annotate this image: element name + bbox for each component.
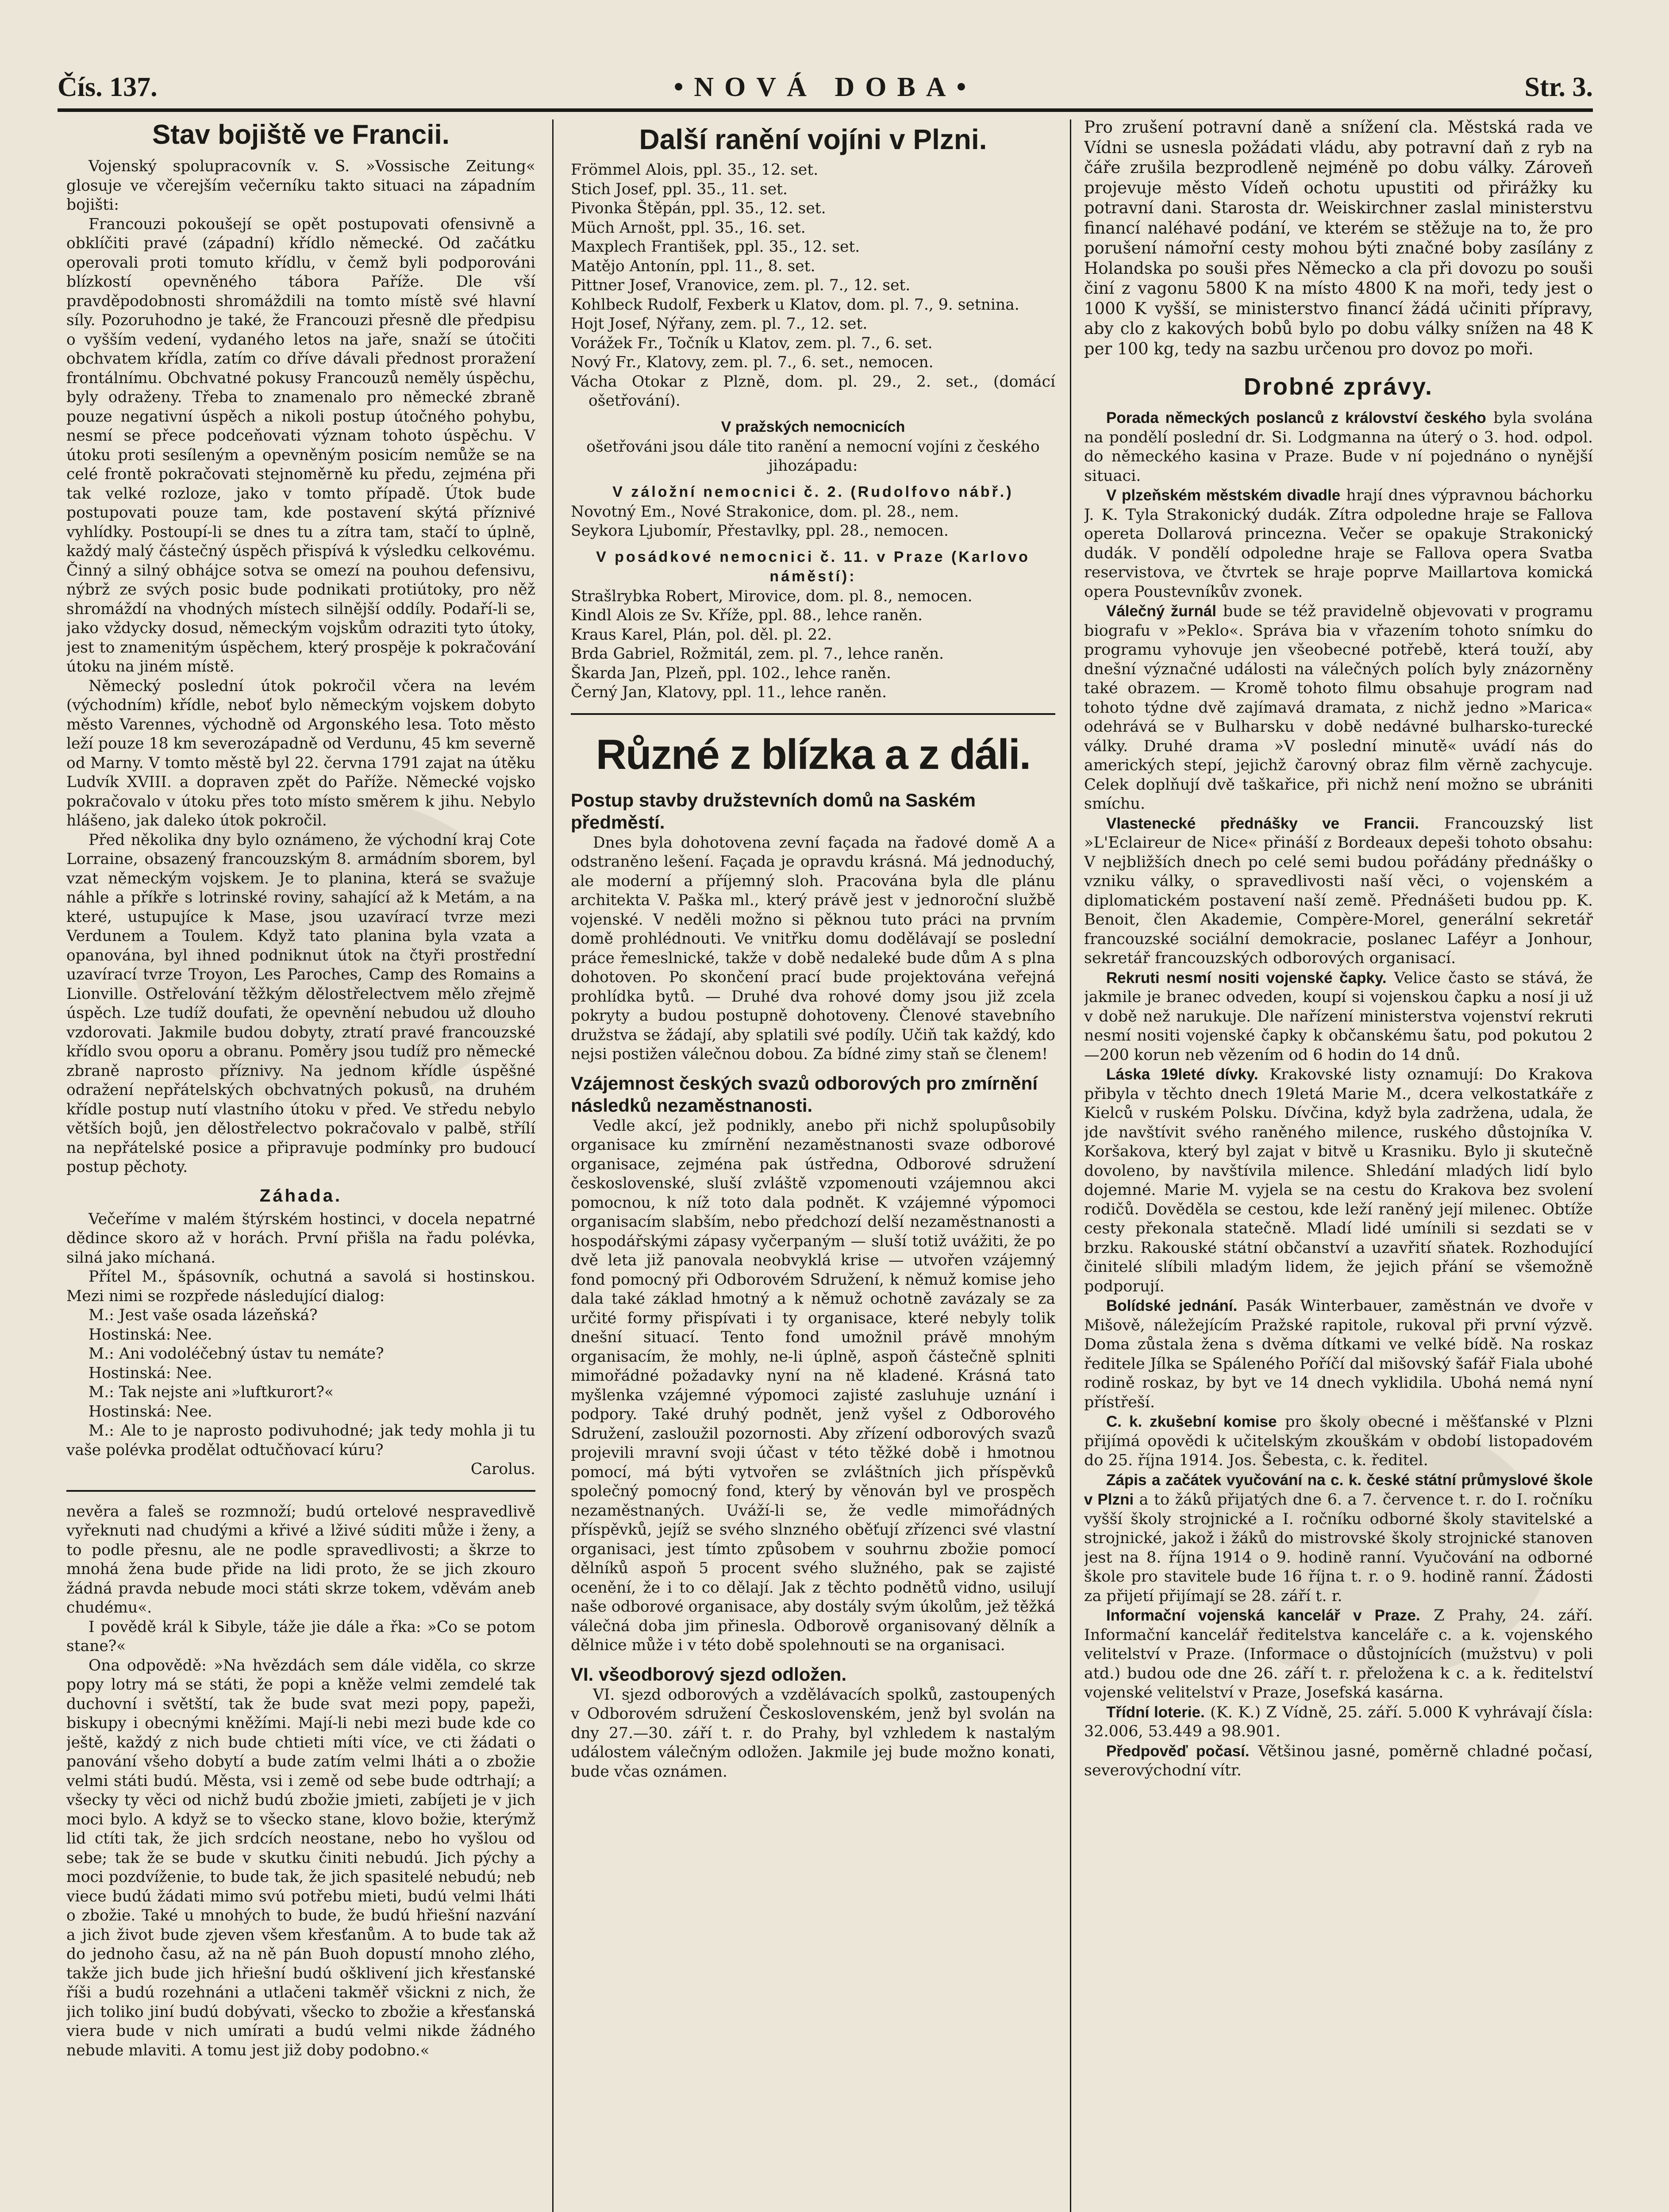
news-item — [1084, 1471, 1593, 1606]
list-item: Hojt Josef, Nýřany, zem. pl. 7., 12. set. — [571, 315, 868, 333]
article-title: Záhada. — [259, 1186, 342, 1206]
article-paragraph: Dnes byla dohotovena zevní façada na řadové domě A a odstraněno lešení. Façada je opravdu krásná. Má jednoduchý, ale moderní a příjemný sloh. Pracována byla dle plánu architekta V. Paška ml., který právě jest v jednoroční službě vojenské. V neděli možno si pěknou tuto práci na prvním domě prohlédnouti. Ve vnitřku domu dodělávají se poslední práce řemeslnické, takže v době nedaleké bude dům A s plna dohotoven. Po skončení prací bude projektována veřejná prohlídka bytů. — Druhé dva rohové domy jsou již zcela pokryty a budou postupně dohotoveny. Členové stavebního družstva se žádají, aby splatili své podíly. Učiň tak každý, kdo nejsi postižen válečnou dobou. Za bídné zimy staň se členem! — [571, 833, 1055, 1063]
section-subtitle: V záložní nemocnici č. 2. (Rudolfovo nábř.) — [612, 483, 1014, 500]
casualty-list — [571, 161, 1055, 411]
dialog-line: M.: Ani vodoléčebný ústav tu nemáte? — [88, 1345, 384, 1363]
article-title: VI. všeodborový sjezd odložen. — [571, 1663, 847, 1685]
list-item: Maxplech František, ppl. 35., 12. set. — [571, 238, 860, 256]
news-item-body: (K. K.) Z Vídně, 25. září. 5.000 K vyhrávají čísla: 32.006, 53.449 a 98.901. — [1084, 1703, 1593, 1740]
list-item: Škarda Jan, Plzeň, ppl. 102., lehce raněn. — [571, 664, 891, 682]
article-paragraph: I povědě král k Sibyle, táže jie dále a řka: »Co se potom stane?« — [66, 1618, 535, 1655]
list-item: Pivonka Štěpán, ppl. 35., 12. set. — [571, 200, 826, 217]
news-item-body: Pasák Winterbauer, zaměstnán ve dvoře v Mišově, náležejícím Pražské rapitole, rukoval při první výzvě. Doma zůstala žena s dvěma dítkami ve velké bídě. Na roskaz ředitele Jílka se Spáleného Poříčí dal mišovský šafář Fiala ubohé rodině roskaz, by byt ve 14 dnech vyklidila. Ubohá nemá nyní přístřeší. — [1084, 1297, 1593, 1411]
article-paragraph: Německý poslední útok pokročil včera na levém (východním) křídle, neboť bylo německým vojskem dobyto město Varennes, východně od Argonského lesa. Toto město leží pouze 18 km severozápadně od Verdunu, 45 km severně od Marny. V tomto městě byl 22. června 1791 zajat na útěku Ludvík XVIII. a dopraven zpět do Paříže. Německé vojsko pokračovalo v útoku přes toto místo směrem k jihu. Nebylo hlášeno, jak daleko útok pokročil. — [66, 677, 535, 830]
column-1 — [66, 117, 535, 2212]
news-item — [1084, 408, 1593, 486]
news-item — [1084, 1703, 1593, 1742]
news-item — [1084, 968, 1593, 1065]
list-item: Müch Arnošt, ppl. 35., 16. set. — [571, 219, 806, 237]
divider — [66, 1490, 535, 1492]
news-item-body: Většinou jasné, poměrně chladné počasí, severovýchodní vítr. — [1084, 1742, 1593, 1779]
article-title: Postup stavby družstevních domů na Saském předměstí. — [571, 789, 976, 833]
article-title: Vzájemnost českých svazů odborových pro zmírnění následků nezaměstnanosti. — [571, 1072, 1038, 1116]
news-item-title: Bolídské jednání. — [1106, 1297, 1238, 1314]
dialog-line: M.: Tak nejste ani »luftkurort?« — [88, 1383, 334, 1401]
article-title: Stav bojiště ve Francii. — [152, 119, 450, 150]
dialog-line: Hostinská: Nee. — [88, 1402, 212, 1421]
section-heading: Různé z blízka a z dáli. — [596, 730, 1031, 778]
section-subtitle: V posádkové nemocnici č. 11. v Praze (Karlovo náměstí): — [596, 548, 1030, 585]
news-item — [1084, 1742, 1593, 1781]
list-item: Strašlrybka Robert, Mirovice, dom. pl. 8., nemocen. — [571, 587, 973, 605]
issue-number: Čís. 137. — [58, 72, 158, 102]
news-item-title: Vlastenecké přednášky ve Francii. — [1106, 814, 1419, 832]
news-item-title: Třídní loterie. — [1106, 1703, 1205, 1721]
news-item — [1084, 486, 1593, 602]
article-paragraph: Přítel M., špásovník, ochutná a savolá si hostinskou. Mezi nimi se rozpřede následující dialog: — [66, 1268, 535, 1305]
news-item-body: byla svolána na pondělí poslední dr. Si. Lodgmanna na úterý o 3. hod. odpol. do německého kasina v Praze. Bude v ní pojednáno o nynější situaci. — [1084, 409, 1593, 485]
list-item: Nový Fr., Klatovy, zem. pl. 7., 6. set., nemocen. — [571, 353, 934, 371]
list-item: Vácha Otokar z Plzně, dom. pl. 29., 2. set., (domácí ošetřování). — [571, 373, 1055, 410]
news-item — [1084, 814, 1593, 968]
dialog-line: M.: Jest vaše osada lázeňská? — [88, 1306, 318, 1324]
news-items — [1084, 408, 1593, 1781]
signature: Carolus. — [470, 1460, 535, 1478]
news-item — [1084, 602, 1593, 814]
list-item: Brda Gabriel, Rožmitál, zem. pl. 7., lehce raněn. — [571, 645, 944, 663]
article-paragraph: VI. sjezd odborových a vzdělávacích spolků, zastoupených v Odborovém sdružení Československém, jenž byl svolán na dny 27.—30. září t. r. do Prahy, byl vzhledem k nastalým událostem válečným odložen. Jakmile jej bude možno konati, bude včas oznámen. — [571, 1686, 1055, 1781]
news-item-title: C. k. zkušební komise — [1106, 1413, 1277, 1430]
article-paragraph: Před několika dny bylo oznámeno, že východní kraj Cote Lorraine, obsazený francouzským 8. armádním sborem, byl vzat německým vojskem. Je to planina, která se svažuje náhle a příkře s lotrinské roviny, sahající až k Metám, a na které, ustupujíce k Mase, jsou uzavírací tvrze mezi Verdunem a Toulem. Když tato planina byla vzata a opanována, byl ihned podniknut útok na čtyři prostřední uzavírací tvrze Troyon, Les Paroches, Camp des Romains a Lionville. Ostřelování těžkým dělostřelectvem mělo zřejmě úspěch. Lze tudíž doufati, že opevnění nebudou už dlouho vzdorovati. Jakmile budou dobyty, ztratí pravé francouzské křídlo svou oporu a obranu. Poměry jsou tudíž pro německé zbraně naprosto příznivy. Na jednom křídle úspěšné odražení nepřátelských obchvatných pokusů, na druhém křídle postup nutí vlastního útoku v před. Ve středu nebylo větších bojů, jen dělostřelectvo pokračovalo v palbě, střílí na nepřátelské posice a připravuje podmínky pro budoucí postup pěchoty. — [66, 831, 535, 1176]
casualty-list — [571, 503, 1055, 541]
news-item-body: bude se též pravidelně objevovati v programu biografu v »Peklo«. Správa bia v vřazením tohoto snímku do programu vyhovuje jen všeobecné potřebě, která touží, aby dnešní význačné události na válečných polích byly znázorněny také obrazem. — Kromě tohoto filmu obsahuje program nad tohoto týdne dvě zajímavá dramata, z nichž jedno »Marica« odehrává se v Bulharsku v době nedávné bulharsko-turecké války. Druhé drama »V poslední minutě« uvádí nás do amerických stepí, jejichž čarovný obraz film věrně zachycuje. Celek doplňují dvě taškařice, při nichž není možno se ubrániti smíchu. — [1084, 603, 1593, 813]
page-number: Str. 3. — [1524, 72, 1593, 102]
news-item — [1084, 1606, 1593, 1703]
dialog-line: Hostinská: Nee. — [88, 1325, 212, 1344]
article-paragraph: Vedle akcí, jež podnikly, anebo při nichž spolupůsobily organisace ku zmírnění nezaměstnanosti svaze odborové organisace, zejména pak ústředna, Odborové sdružení československé, sluší zvláště vzpomenouti vzájemnou akci pomocnou, k níž toto dala podnět. K vzájemné výpomoci organisacím slabším, nebo předchozí delší nezaměstnanosti a hospodářskými zápasy vyčerpaným — sluší totiž uvážiti, že po dvě leta již panovala neobvyklá krise — utvořen vzájemný fond pomocný při Odborovém Sdružení, k němuž komise jeho dala také základ hmotný a k němuž ochotně zavázaly se za určité formy přispívati i ty organisace, které nebyly tolik dnešní situací. Tento fond umožnil právě mnohým organisacím, že mohly, ne-li úplně, aspoň částečně splniti mimořádné požadavky nyní na ně kladené. Krásná tato myšlenka vzájemné výpomoci zajisté zasluhuje uznání i podpory. Také druhý podnět, jenž vyšel z Odborového Sdružení, zasloužil pozornosti. Aby zřízení odborových svazů projevili mravní svoji účast v této těžké době i hmotnou pomocí, má býti vytvořen se zvláštních jich příspěvků společný pomocný fond, který by věnován byl ve prospěch nezaměstnaných. Uváží-li se, že vedle mimořádných příspěvků, jejíž se svého slnzného oběťují zřízenci své vlastní organisaci, jest tímto způsobem v souhrnu zbožie pomocí dělníků aspoň 5 procent svého služného, pak se zajisté ocenění, že i to co dělají. Jak z těchto podnětů vidno, usilují naše odborové organisace, aby dostály svým úkolům, jež těžká válečná doba jim přinesla. Odborově organisovaný dělník a dělnice může i v této době spolehnouti se na organisaci. — [571, 1117, 1055, 1654]
news-item-body: a to žáků přijatých dne 6. a 7. července t. r. do I. ročníku vyšší školy strojnické a I. ročníku odborné školy stavitelské a strojnické, jakož i žáků do mistrovské školy strojnické stanoven jest na 8. října 1914 o 9. hodině ranní. Vyučování na odborné škole pro stavitele bude 16 října t. r. o 9. hodině ranní. Žádosti za přijetí přijímají se 28. září t. r. — [1084, 1491, 1593, 1605]
column-rule — [552, 119, 554, 2212]
divider — [571, 713, 1055, 715]
news-item-body: hrají dnes výpravnou báchorku J. K. Tyla Strakonický dudák. Zítra odpoledne hraje se Fallova opereta Dollarová princezna. Večer se opakuje Strakonický dudák. V pondělí odpoledne hraje se Fallova opera Svatba reservistova, ve čtvrtek se hraje poprve Maillartova komická opera Poustevníkův zvonek. — [1084, 487, 1593, 601]
news-item-title: Rekruti nesmí nositi vojenské čapky. — [1106, 969, 1387, 987]
news-item-title: Informační vojenská kancelář v Praze. — [1106, 1607, 1420, 1624]
news-item-title: Předpověď počasí. — [1106, 1742, 1250, 1760]
list-item: Pittner Josef, Vranovice, zem. pl. 7., 12. set. — [571, 276, 911, 294]
article-paragraph: Ona odpovědě: »Na hvězdách sem dále viděla, co skrze popy lotry má se státi, že popi a kněže velmi zemdelé tak duchovní i světští, tak že bude svat mezi popy, papeži, biskupy i obecnými kněžími. Mají-li nebi mezi bude kde co ještě, každý z nich bude chtieti míti více, ve cti žádati o panování všeho dobytí a bude zatím velmi lháti a o zbožie velmi státi budú. Města, vsi i země od sebe bude odtrhají; a všecky ty věci od nichž budú zbožie jmieti, zabíjeti je v jich moci bylo. A když se to všecko stane, klovo božie, kterýmž lid ctíti tak, že jich srdcích neostane, nebo ho vyšlou od sebe; tak že se bude v skutku činiti nebudú. Jich pýchy a moci pozdvíženie, to bude tak, že jich spasitelé nebudú; neb viece budú žádati mimo svú potřebu mieti, budú velmi lháti o zbožie. Také u mnohých to bude, že budú hřiešní nazvání a jich život bude zjeven všem křesťanům. A to bude tak až do jednoho času, až na ně pán Buoh dopustí mnoho zlého, takže jich bude jich hřiešní budú ošklivení jich křesťanské říši a budú rozehnáni a utlačeni takměř všickni z nich, že jich toliko jiní budú dobývati, všecko to zbožie a křesťanská viera bude v nich umírati a budú velmi nikde žádného nebude mlaviti. A tomu jest již doby podobno.« — [66, 1656, 535, 2059]
article-paragraph: nevěra a faleš se rozmnoží; budú ortelové nespravedlivě vyřeknuti nad chudými a křivé a lživé súditi může i ženy, a to podle přesnu, ale ne podle spravedlivosti; a škrze to mnohá žena bude přide na lidi proto, že se jich zkouro žádná pravda nebude moci státi skrze tokem, vděvám aneb chudému«. — [66, 1502, 535, 1617]
news-item-title: Porada německých poslanců z království českého — [1106, 409, 1486, 426]
list-item: Stich Josef, ppl. 35., 11. set. — [571, 180, 788, 198]
article-title: Další ranění vojíni v Plzni. — [639, 123, 987, 155]
article-paragraph: Francouzi pokoušejí se opět postupovati ofensivně a obklíčiti pravé (západní) křídlo německé. Od začátku operovali proti tomuto křídlu, v čemž byli podporováni blízkostí opevněného tábora Paříže. Dle vší pravděpodobnosti shromáždili na tomto místě své hlavní síly. Pozoruhodno je také, že Francouzi přesně dle předpisu o vyšším vedení, vydaného letos na jaře, snaží se útočiti obchvatem křídla, zatím co dříve dávali přednost proražení frontálnímu. Obchvatné pokusy Francouzů neměly úspěchu, byly odraženy. Třeba to znamenalo pro německé zbraně pouze negativní úspěch a nikoli postup útočného pohybu, nesmí se přece podceňovati význam tohoto úspěchu. V útoku proti sesíleným a opevněným posicím nemůže se na celé frontě pokračovati stejnoměrně ku předu, zejména při tak velké rozloze, jako v tomto případě. Útok bude postupovati pouze tam, kde postavení skýtá příznivé vyhlídky. Postoupí-li se dnes tu a zítra tam, stačí to úplně, každý malý částečný úspěch přispívá k výsledku celkovému. Činný a silný obhájce sotva se omezí na pouhou defensivu, nýbrž ze svých posic bude podnikati protiútoky, pro něž shromáždí na vhodných místech silnější oddíly. Podaří-li se, jako vždycky dosud, německým vojskům odraziti tyto útoky, jest to znamenitým úspěchem, který prospěje k pokračování útoku na jiném místě. — [66, 215, 535, 676]
list-item: Matějo Antonín, ppl. 11., 8. set. — [571, 257, 815, 275]
section-heading: Drobné zprávy. — [1243, 373, 1434, 400]
article-paragraph: Vojenský spolupracovník v. S. »Vossische Zeitung« glosuje ve včerejším večerníku takto situaci na západním bojišti: — [66, 157, 535, 214]
news-item-title: Láska 19leté dívky. — [1106, 1066, 1258, 1083]
list-item: Kraus Karel, Plán, pol. děl. pl. 22. — [571, 626, 832, 644]
news-item — [1084, 1412, 1593, 1471]
news-item-body: pro školy obecné i měšťanské v Plzni přijímá opovědi k učitelským zkouškám v období listopadovém do 25. října 1914. Jos. Šebesta, c. k. ředitel. — [1084, 1413, 1593, 1469]
newspaper-title: •NOVÁ DOBA• — [673, 72, 977, 102]
dialog-line: Hostinská: Nee. — [88, 1364, 212, 1382]
column-3 — [1084, 117, 1593, 2212]
article-paragraph: Pro zrušení potravní daně a snížení cla. Městská rada ve Vídni se usnesla požádati vládu, aby potravní daň z ryb na čáře zrušila bezprodleně nejméně po dobu války. Zároveň projevuje město Vídeň ochotu upustiti od přirážky ku potravní dani. Starosta dr. Weiskirchner zaslal ministerstvu financí naléhavé podání, ve kterém se stěžuje na to, že pro porušení námořní cesty mohou býti značné boby zasílány z Holandska po souši přes Německo a cla při dovozu po souši činí z vagonu 5800 K na místo 4800 K na moři, tedy jest o 1000 K vyšší, se ministerstvo financí žádá učiniti přípravy, aby clo z kakových bobů bylo po dobu války snížen na 48 K per 100 kg, tedy na sazbu určenou pro dovoz po moři. — [1084, 118, 1593, 358]
news-item-title: Válečný žurnál — [1106, 603, 1216, 620]
dialog-line: M.: Ale to je naprosto podivuhodné; jak tedy mohla ji tu vaše polévka prodělat odtučňovací kúru? — [66, 1422, 535, 1459]
list-item: Seykora Ljubomír, Přestavlky, ppl. 28., nemocen. — [571, 522, 949, 540]
news-item-body: Z Prahy, 24. září. Informační kancelář ředitelstva kanceláře c. a k. vojenského velitelství v Praze. (Informace o důstojnících (mužstvu) v poli atd.) budou ode dne 26. září t. r. přeložena k c. a k. ředitelství vojenské velitelství v Praze, Josefská kasárna. — [1084, 1607, 1593, 1701]
masthead — [58, 66, 1593, 112]
news-item — [1084, 1296, 1593, 1412]
list-item: Kohlbeck Rudolf, Fexberk u Klatov, dom. pl. 7., 9. setnina. — [571, 296, 1019, 314]
casualty-list — [571, 587, 1055, 703]
column-rule — [1070, 119, 1071, 2212]
section-subtitle: V pražských nemocnicích — [721, 418, 905, 435]
news-item — [1084, 1065, 1593, 1296]
column-2 — [571, 117, 1055, 2212]
list-item: Novotný Em., Nové Strakonice, dom. pl. 28., nem. — [571, 503, 959, 521]
article-paragraph: Večeříme v malém štýrském hostinci, v docela nepatrné dědince skoro až v horách. První přišla na řadu polévka, silná jako míchaná. — [66, 1210, 535, 1267]
news-item-body: Velice často se stává, že jakmile je branec odveden, koupí si vojenskou čapku a nosí ji už v době než narukuje. Dle nařízení ministerstva vojenství rekruti nesmí nositi vojenské čapky k občanskému šatu, pod pokutou 2—200 korun neb vězením od 6 hodin do 14 dnů. — [1084, 969, 1593, 1064]
list-item: Černý Jan, Klatovy, ppl. 11., lehce raněn. — [571, 684, 887, 701]
list-item: Vorážek Fr., Točník u Klatov, zem. pl. 7., 6. set. — [571, 334, 933, 352]
news-item-title: Zápis a začátek vyučování na c. k. české státní průmyslové škole v Plzni — [1084, 1471, 1593, 1508]
news-item-body: Krakovské listy oznamují: Do Krakova přibyla v těchto dnech 19letá Marie M., dcera velkostatkáře z Kielců v ruském Polsku. Dívčina, když byla zadržena, udala, že jde navštívit svého raněného milence, ruského důstojníka V. Koršakova, který byl zajat v bitvě u Krasniku. Bylo ji skutečně dovoleno, by navštívila milence. Shledání mladých lidí bylo dojemné. Marie M. vyjela se na cestu do Krakova bez svolení rodičů. Dověděla se cestou, kde leží raněný její milenec. Obtíže cesty překonala statečně. Mladí lidé umínili si sezdati se v brzku. Rakouské státní občanství a uzavřití sňatek. Rozhodující činitelé slíbili mladým lidem, že jejich přání se všemožně podporují. — [1084, 1066, 1593, 1295]
news-item-body: Francouzský list »L'Eclaireur de Nice« přináší z Bordeaux depeši tohoto obsahu: V nejbližších dnech po celé semi budou pořádány přednášky o vzniku války, o spravedlivosti naší věci, o vojenském a diplomatickém postavení naší země. Přednášeti budou pp. K. Benoit, člen Akademie, Compère-Morel, generální sekretář francouzské sociální demokracie, poslanec Laféyr a Jonhour, sekretář francouzských odborových organisací. — [1084, 814, 1593, 967]
list-item: Frömmel Alois, ppl. 35., 12. set. — [571, 161, 819, 179]
section-intro: ošetřováni jsou dále tito ranění a nemocní vojíni z českého jihozápadu: — [586, 438, 1040, 475]
list-item: Kindl Alois ze Sv. Kříže, ppl. 88., lehce raněn. — [571, 607, 923, 624]
news-item-title: V plzeňském městském divadle — [1106, 487, 1341, 504]
